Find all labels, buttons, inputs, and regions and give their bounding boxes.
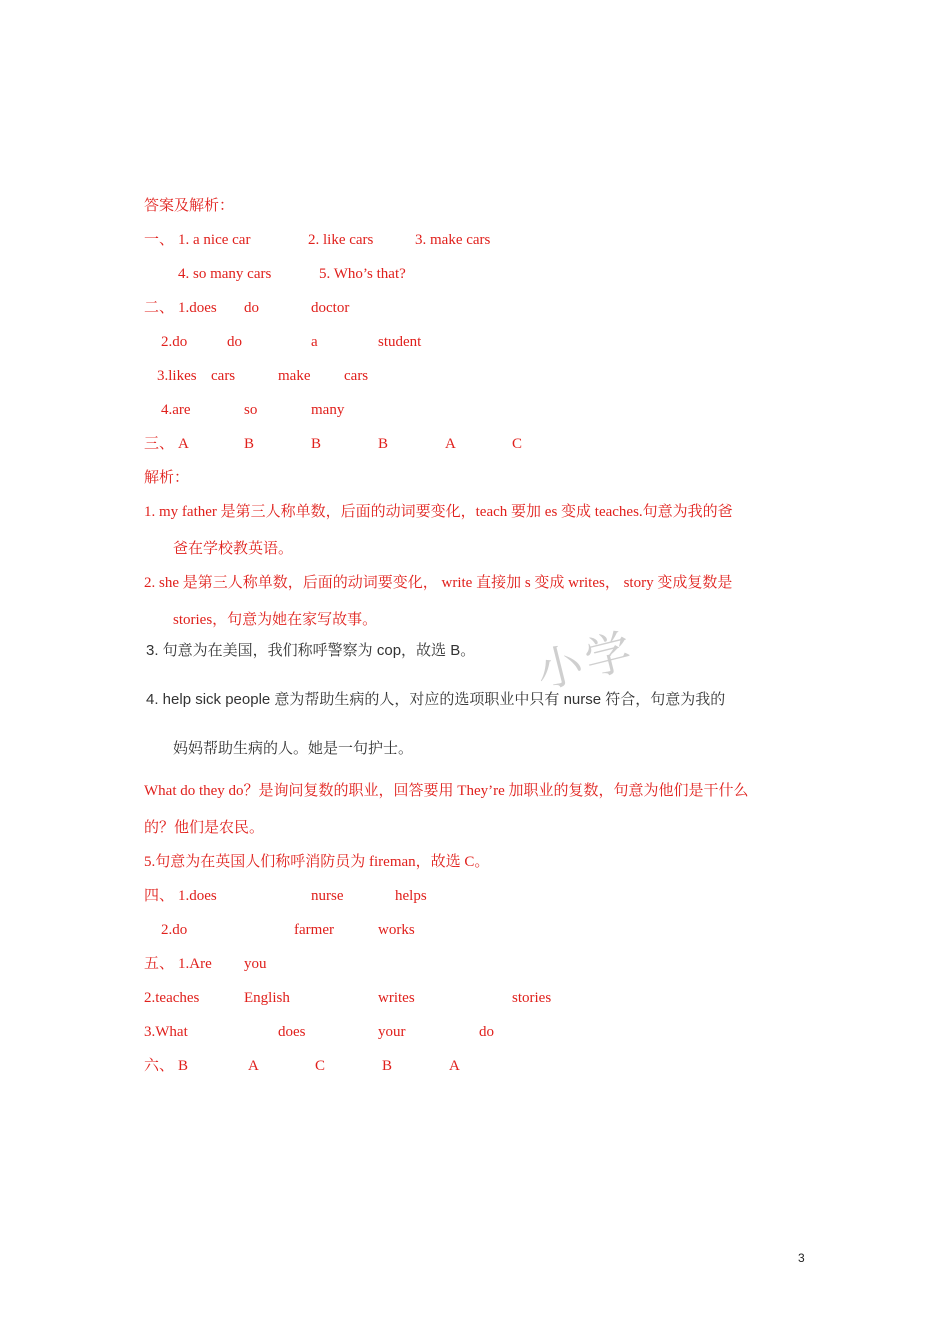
- watermark: 小学: [530, 622, 641, 700]
- s1-answer-5: 5. Who’s that?: [319, 266, 406, 282]
- analysis-1-line2: 爸在学校教英语。: [173, 541, 294, 557]
- s4-r2-c1: 2.do: [161, 922, 188, 938]
- s3-answer-5: A: [445, 436, 456, 452]
- s6-answer-3: C: [315, 1058, 326, 1074]
- s5-r3-c1: 3.What: [144, 1024, 188, 1040]
- s2-r2-c3: a: [311, 334, 318, 350]
- section1-prefix: 一、: [144, 232, 175, 248]
- analysis-4-line1: 4. help sick people 意为帮助生病的人，对应的选项职业中只有 nurse 符合，句意为我的: [146, 691, 726, 708]
- s2-r2-c1: 2.do: [161, 334, 188, 350]
- s5-r2-c2: English: [244, 990, 290, 1006]
- s4-r2-c2: farmer: [294, 922, 334, 938]
- s5-r3-c3: your: [378, 1024, 406, 1040]
- s3-answer-6: C: [512, 436, 523, 452]
- s5-r3-c2: does: [278, 1024, 306, 1040]
- s2-r1-c2: do: [244, 300, 259, 316]
- analysis-6: 5.句意为在英国人们称呼消防员为 fireman，故选 C。: [144, 854, 490, 870]
- s5-r2-c3: writes: [378, 990, 415, 1006]
- s2-r4-c2: so: [244, 402, 258, 418]
- page-number: 3: [798, 1251, 805, 1265]
- analysis-1-line1: 1. my father 是第三人称单数，后面的动词要变化，teach 要加 es 变成 teaches.句意为我的爸: [144, 504, 733, 520]
- s2-r4-c1: 4.are: [161, 402, 191, 418]
- s1-answer-4: 4. so many cars: [178, 266, 272, 282]
- s2-r2-c2: do: [227, 334, 242, 350]
- s5-r1-c1: 1.Are: [178, 956, 212, 972]
- analysis-5-line2: 的？他们是农民。: [144, 820, 265, 836]
- s2-r3-c1: 3.likes: [157, 368, 197, 384]
- analysis-3: 3. 句意为在美国，我们称呼警察为 cop，故选 B。: [146, 642, 476, 659]
- s4-r1-c1: 1.does: [178, 888, 217, 904]
- s2-r3-c2: cars: [211, 368, 236, 384]
- s3-answer-3: B: [311, 436, 322, 452]
- section5-prefix: 五、: [144, 956, 175, 972]
- s2-r1-c1: 1.does: [178, 300, 217, 316]
- s6-answer-5: A: [449, 1058, 460, 1074]
- s5-r1-c2: you: [244, 956, 267, 972]
- s2-r1-c3: doctor: [311, 300, 350, 316]
- s1-answer-2: 2. like cars: [308, 232, 374, 248]
- s4-r2-c3: works: [378, 922, 415, 938]
- s2-r2-c4: student: [378, 334, 422, 350]
- section3-prefix: 三、: [144, 436, 175, 452]
- s4-r1-c2: nurse: [311, 888, 344, 904]
- s2-r4-c3: many: [311, 402, 345, 418]
- s1-answer-1: 1. a nice car: [178, 232, 251, 248]
- s3-answer-1: A: [178, 436, 189, 452]
- analysis-5-line1: What do they do？是询问复数的职业，回答要用 They’re 加职业的复数，句意为他们是干什么: [144, 783, 749, 799]
- s4-r1-c3: helps: [395, 888, 427, 904]
- s3-answer-4: B: [378, 436, 389, 452]
- s1-answer-3: 3. make cars: [415, 232, 491, 248]
- s5-r3-c4: do: [479, 1024, 494, 1040]
- s2-r3-c4: cars: [344, 368, 369, 384]
- analysis-4-line2: 妈妈帮助生病的人。她是一句护士。: [173, 740, 414, 757]
- s6-answer-2: A: [248, 1058, 259, 1074]
- analysis-label: 解析：: [144, 470, 190, 486]
- analysis-2-line2: stories，句意为她在家写故事。: [173, 612, 378, 628]
- s3-answer-2: B: [244, 436, 255, 452]
- s5-r2-c1: 2.teaches: [144, 990, 200, 1006]
- section6-prefix: 六、: [144, 1058, 175, 1074]
- section4-prefix: 四、: [144, 888, 175, 904]
- s2-r3-c3: make: [278, 368, 311, 384]
- answers-heading: 答案及解析：: [144, 198, 235, 214]
- section2-prefix: 二、: [144, 300, 175, 316]
- s6-answer-4: B: [382, 1058, 393, 1074]
- s6-answer-1: B: [178, 1058, 189, 1074]
- analysis-2-line1: 2. she 是第三人称单数，后面的动词要变化， write 直接加 s 变成 writes， story 变成复数是: [144, 575, 733, 591]
- s5-r2-c4: stories: [512, 990, 552, 1006]
